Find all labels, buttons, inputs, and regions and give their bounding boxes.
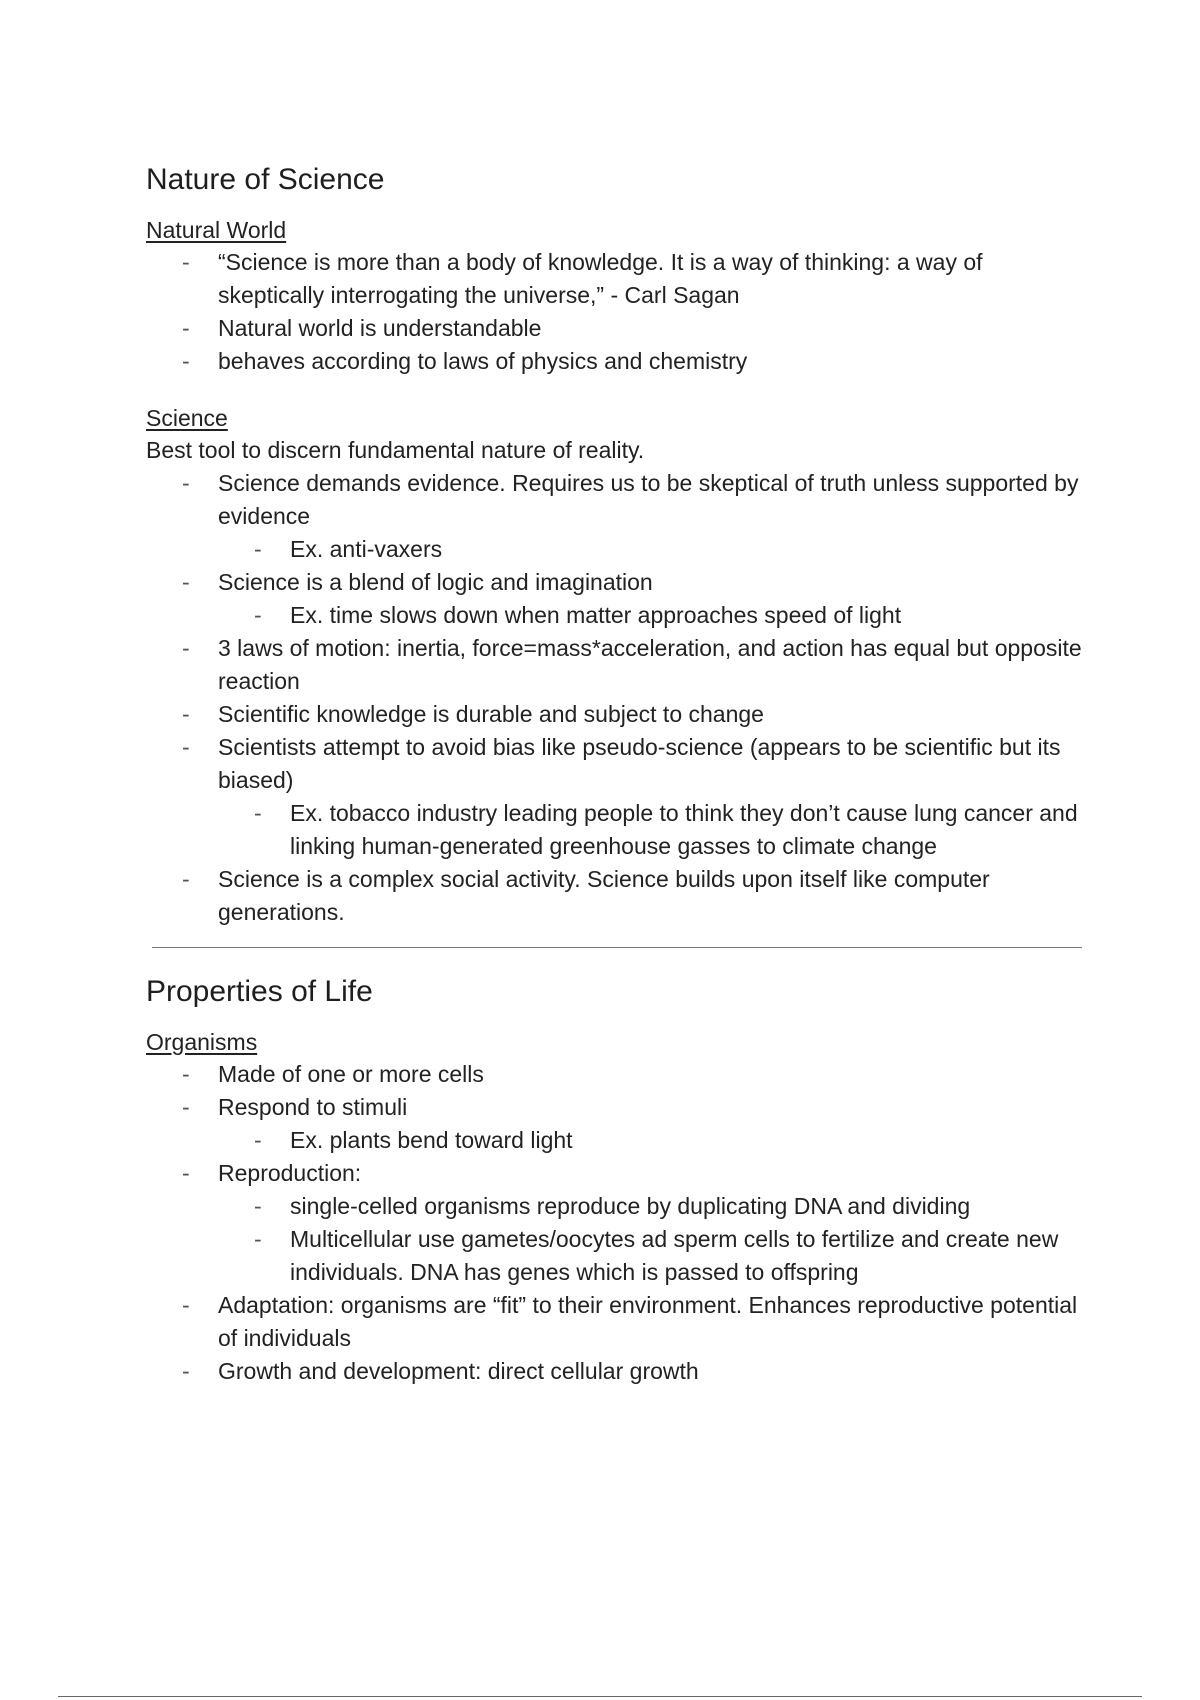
nested-bullet-list — [218, 797, 1086, 863]
nested-bullet-list — [218, 533, 1086, 566]
dash-bullet-icon: - — [182, 315, 190, 341]
bullet-list — [146, 1058, 1086, 1388]
page-bottom-divider — [58, 1696, 1142, 1697]
dash-bullet-icon: - — [182, 249, 190, 275]
list-item-text: Growth and development: direct cellular growth — [218, 1358, 699, 1384]
dash-bullet-icon: - — [182, 1160, 190, 1186]
dash-bullet-icon: - — [182, 1061, 190, 1087]
nested-list-item — [218, 797, 1086, 863]
list-item-text: 3 laws of motion: inertia, force=mass*acceleration, and action has equal but opposite reaction — [218, 635, 1082, 694]
dash-bullet-icon: - — [254, 602, 262, 628]
dash-bullet-icon: - — [182, 701, 190, 727]
list-item — [146, 312, 1086, 345]
dash-bullet-icon: - — [254, 536, 262, 562]
list-item-text: behaves according to laws of physics and chemistry — [218, 348, 748, 374]
list-item — [146, 566, 1086, 632]
dash-bullet-icon: - — [182, 734, 190, 760]
dash-bullet-icon: - — [182, 1094, 190, 1120]
subsection-intro: Best tool to discern fundamental nature of reality. — [146, 437, 645, 463]
list-item — [146, 1157, 1086, 1289]
nested-bullet-list — [218, 1190, 1086, 1289]
list-item-text: Adaptation: organisms are “fit” to their environment. Enhances reproductive potential of individuals — [218, 1292, 1078, 1351]
document-page — [146, 160, 1086, 1388]
list-item — [146, 1355, 1086, 1388]
dash-bullet-icon: - — [254, 1193, 262, 1219]
list-item-text: Reproduction: — [218, 1160, 362, 1186]
dash-bullet-icon: - — [254, 800, 262, 826]
list-item — [146, 1091, 1086, 1157]
nested-list-item-text: Ex. plants bend toward light — [290, 1127, 573, 1153]
list-item — [146, 863, 1086, 929]
subsection-heading: Science — [146, 405, 228, 431]
section-title: Nature of Science — [146, 163, 385, 196]
nested-list-item-text: Ex. time slows down when matter approaches speed of light — [290, 602, 902, 628]
dash-bullet-icon: - — [182, 1358, 190, 1384]
list-item-text: “Science is more than a body of knowledge. It is a way of thinking: a way of skeptically interrogating the universe,” - Carl Sagan — [218, 249, 983, 308]
bullet-list — [146, 467, 1086, 929]
bullet-list — [146, 246, 1086, 378]
nested-list-item-text: single-celled organisms reproduce by duplicating DNA and dividing — [290, 1193, 971, 1219]
list-item-text: Science is a complex social activity. Science builds upon itself like computer generations. — [218, 866, 990, 925]
nested-list-item-text: Ex. anti-vaxers — [290, 536, 443, 562]
dash-bullet-icon: - — [182, 866, 190, 892]
dash-bullet-icon: - — [182, 569, 190, 595]
list-item — [146, 1058, 1086, 1091]
list-item — [146, 731, 1086, 863]
list-item-text: Science demands evidence. Requires us to be skeptical of truth unless supported by evidence — [218, 470, 1079, 529]
nested-list-item — [218, 1223, 1086, 1289]
nested-list-item — [218, 1124, 1086, 1157]
list-item-text: Respond to stimuli — [218, 1094, 408, 1120]
list-item-text: Science is a blend of logic and imagination — [218, 569, 653, 595]
nested-bullet-list — [218, 1124, 1086, 1157]
dash-bullet-icon: - — [254, 1226, 262, 1252]
list-item-text: Scientists attempt to avoid bias like pseudo-science (appears to be scientific but its biased) — [218, 734, 1061, 793]
dash-bullet-icon: - — [182, 1292, 190, 1318]
list-item — [146, 345, 1086, 378]
section-title: Properties of Life — [146, 975, 373, 1008]
subsection-heading: Organisms — [146, 1029, 258, 1055]
list-item — [146, 467, 1086, 566]
dash-bullet-icon: - — [182, 348, 190, 374]
section-divider — [152, 947, 1082, 948]
list-item-text: Scientific knowledge is durable and subject to change — [218, 701, 764, 727]
list-item — [146, 1289, 1086, 1355]
list-item — [146, 246, 1086, 312]
nested-bullet-list — [218, 599, 1086, 632]
nested-list-item — [218, 1190, 1086, 1223]
nested-list-item — [218, 533, 1086, 566]
list-item-text: Made of one or more cells — [218, 1061, 484, 1087]
nested-list-item-text: Multicellular use gametes/oocytes ad sperm cells to fertilize and create new individuals. DNA has genes which is passed to offspring — [290, 1226, 1059, 1285]
nested-list-item-text: Ex. tobacco industry leading people to think they don’t cause lung cancer and linking human-generated greenhouse gasses to climate change — [290, 800, 1078, 859]
nested-list-item — [218, 599, 1086, 632]
list-item — [146, 632, 1086, 698]
dash-bullet-icon: - — [254, 1127, 262, 1153]
subsection-heading: Natural World — [146, 217, 287, 243]
list-item — [146, 698, 1086, 731]
dash-bullet-icon: - — [182, 470, 190, 496]
dash-bullet-icon: - — [182, 635, 190, 661]
list-item-text: Natural world is understandable — [218, 315, 542, 341]
